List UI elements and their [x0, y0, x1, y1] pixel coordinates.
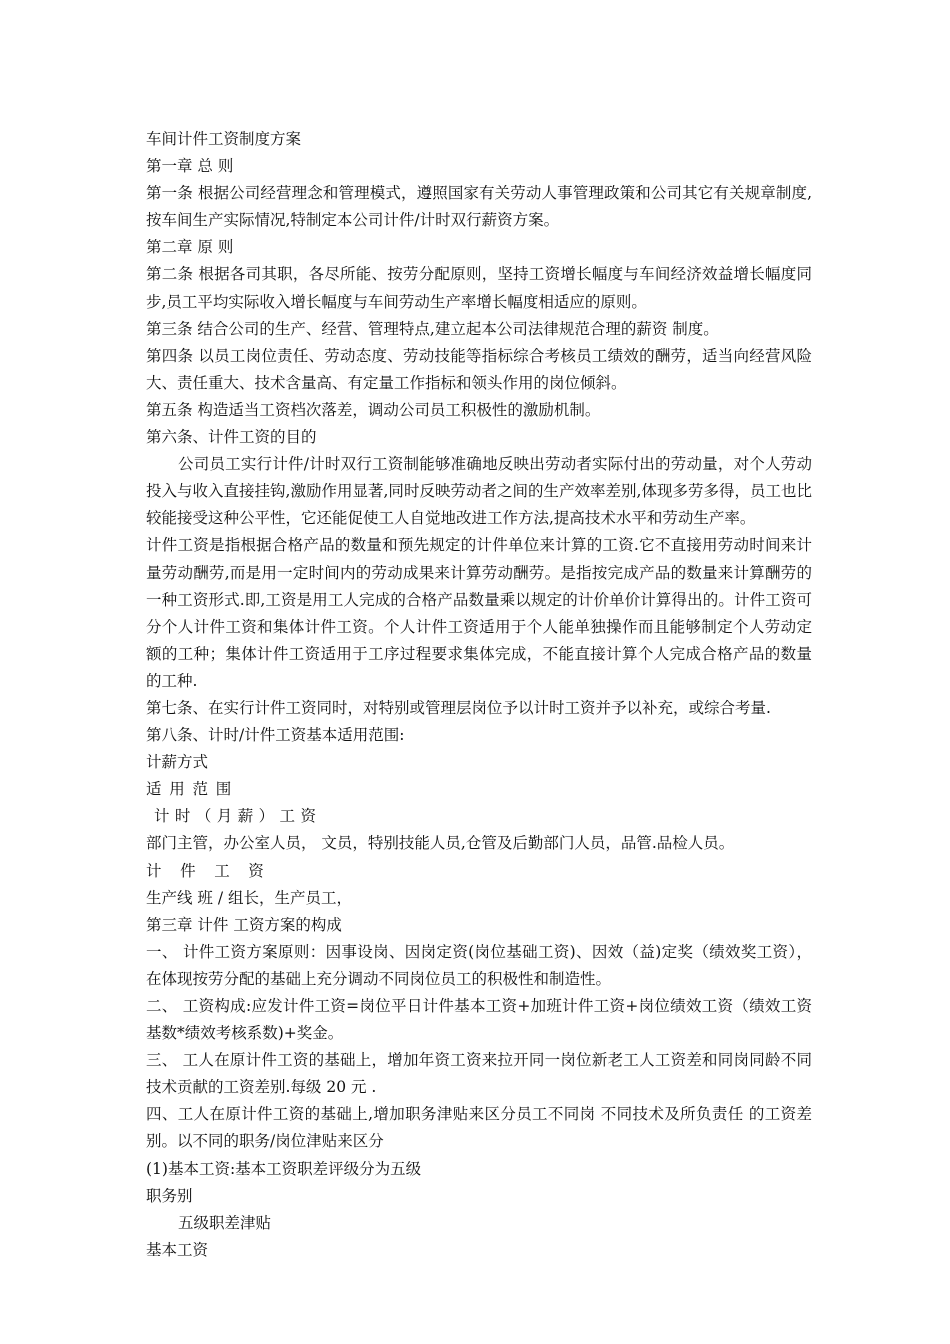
piece-wage-label: 计件工资 — [146, 861, 283, 880]
time-wage-scope: 部门主管，办公室人员， 文员，特别技能人员,仓管及后勤部门人员，品管.品检人员。 — [146, 834, 735, 853]
article-3: 第三条 结合公司的生产、经营、管理特点,建立起本公司法律规范合理的薪资 制度。 — [146, 319, 719, 338]
article-6-paragraph: 公司员工实行计件/计时双行工资制能够准确地反映出劳动者实际付出的劳动量，对个人劳动投入与收入直接挂钩,激励作用显著,同时反映劳动者之间的生产效率差别,体现多劳多得，员工也比较能接受这种公平性，它还能促使工人自觉地改进工作方法,提高技术水平和劳动生产率。 — [146, 455, 812, 528]
table-header-pay-method: 计薪方式 — [146, 753, 209, 772]
position-label: 职务别 — [146, 1186, 193, 1205]
article-5: 第五条 构造适当工资档次落差，调动公司员工积极性的激励机制。 — [146, 400, 601, 419]
piece-wage-scope: 生产线 班 / 组长，生产员工， — [146, 888, 353, 907]
item-2-composition: 二、 工资构成:应发计件工资=岗位平日计件基本工资+加班计件工资+岗位绩效工资（绩效工资基数*绩效考核系数)+奖金。 — [146, 997, 812, 1043]
item-3-seniority: 三、 工人在原计件工资的基础上，增加年资工资来拉开同一岗位新老工人工资差和同岗同龄不同技术贡献的工资差别.每级 20 元 . — [146, 1051, 812, 1097]
article-1: 第一条 根据公司经营理念和管理模式，遵照国家有关劳动人事管理政策和公司其它有关规章制度,按车间生产实际情况,特制定本公司计件/计时双行薪资方案。 — [146, 184, 812, 230]
time-wage-label: 计时（月薪）工资 — [154, 807, 322, 826]
chapter-1-heading: 第一章 总 则 — [146, 157, 234, 176]
basic-wage-label: 基本工资 — [146, 1240, 209, 1259]
chapter-3-heading: 第三章 计件 工资方案的构成 — [146, 915, 342, 934]
article-8-heading: 第八条、计时/计件工资基本适用范围: — [146, 726, 405, 745]
article-7: 第七条、在实行计件工资同时，对特别或管理层岗位予以计时工资并予以补充，或综合考量. — [146, 698, 771, 717]
basic-wage-levels: (1)基本工资:基本工资职差评级分为五级 — [146, 1159, 422, 1178]
article-2: 第二条 根据各司其职，各尽所能、按劳分配原则，坚持工资增长幅度与车间经济效益增长幅度同步,员工平均实际收入增长幅度与车间劳动生产率增长幅度相适应的原则。 — [146, 265, 812, 311]
article-6-heading: 第六条、计件工资的目的 — [146, 428, 317, 447]
document-body — [146, 126, 812, 1264]
item-1-principle: 一、 计件工资方案原则：因事设岗、因岗定资(岗位基础工资)、因效（益)定奖（绩效奖工资），在体现按劳分配的基础上充分调动不同岗位员工的积极性和制造性。 — [146, 942, 812, 988]
item-4-allowance: 四、工人在原计件工资的基础上,增加职务津贴来区分员工不同岗 不同技术及所负责任 的工资差别。以不同的职务/岗位津贴来区分 — [146, 1105, 812, 1151]
piece-wage-definition-paragraph: 计件工资是指根据合格产品的数量和预先规定的计件单位来计算的工资.它不直接用劳动时间来计量劳动酬劳,而是用一定时间内的劳动成果来计算劳动酬劳。是指按完成产品的数量来计算酬劳的一种工资形式.即,工资是用工人完成的合格产品数量乘以规定的计价单价计算得出的。计件工资可分个人计件工资和集体计件工资。个人计件工资适用于个人能单独操作而且能够制定个人劳动定额的工种；集体计件工资适用于工序过程要求集体完成，不能直接计算个人完成合格产品的数量的工种. — [146, 536, 812, 690]
document-title: 车间计件工资制度方案 — [146, 130, 302, 148]
five-level-allowance-label: 五级职差津贴 — [178, 1213, 272, 1232]
table-header-scope: 适用范围 — [146, 780, 240, 799]
article-4: 第四条 以员工岗位责任、劳动态度、劳动技能等指标综合考核员工绩效的酬劳，适当向经营风险大、责任重大、技术含量高、有定量工作指标和领头作用的岗位倾斜。 — [146, 346, 812, 392]
chapter-2-heading: 第二章 原 则 — [146, 238, 234, 257]
